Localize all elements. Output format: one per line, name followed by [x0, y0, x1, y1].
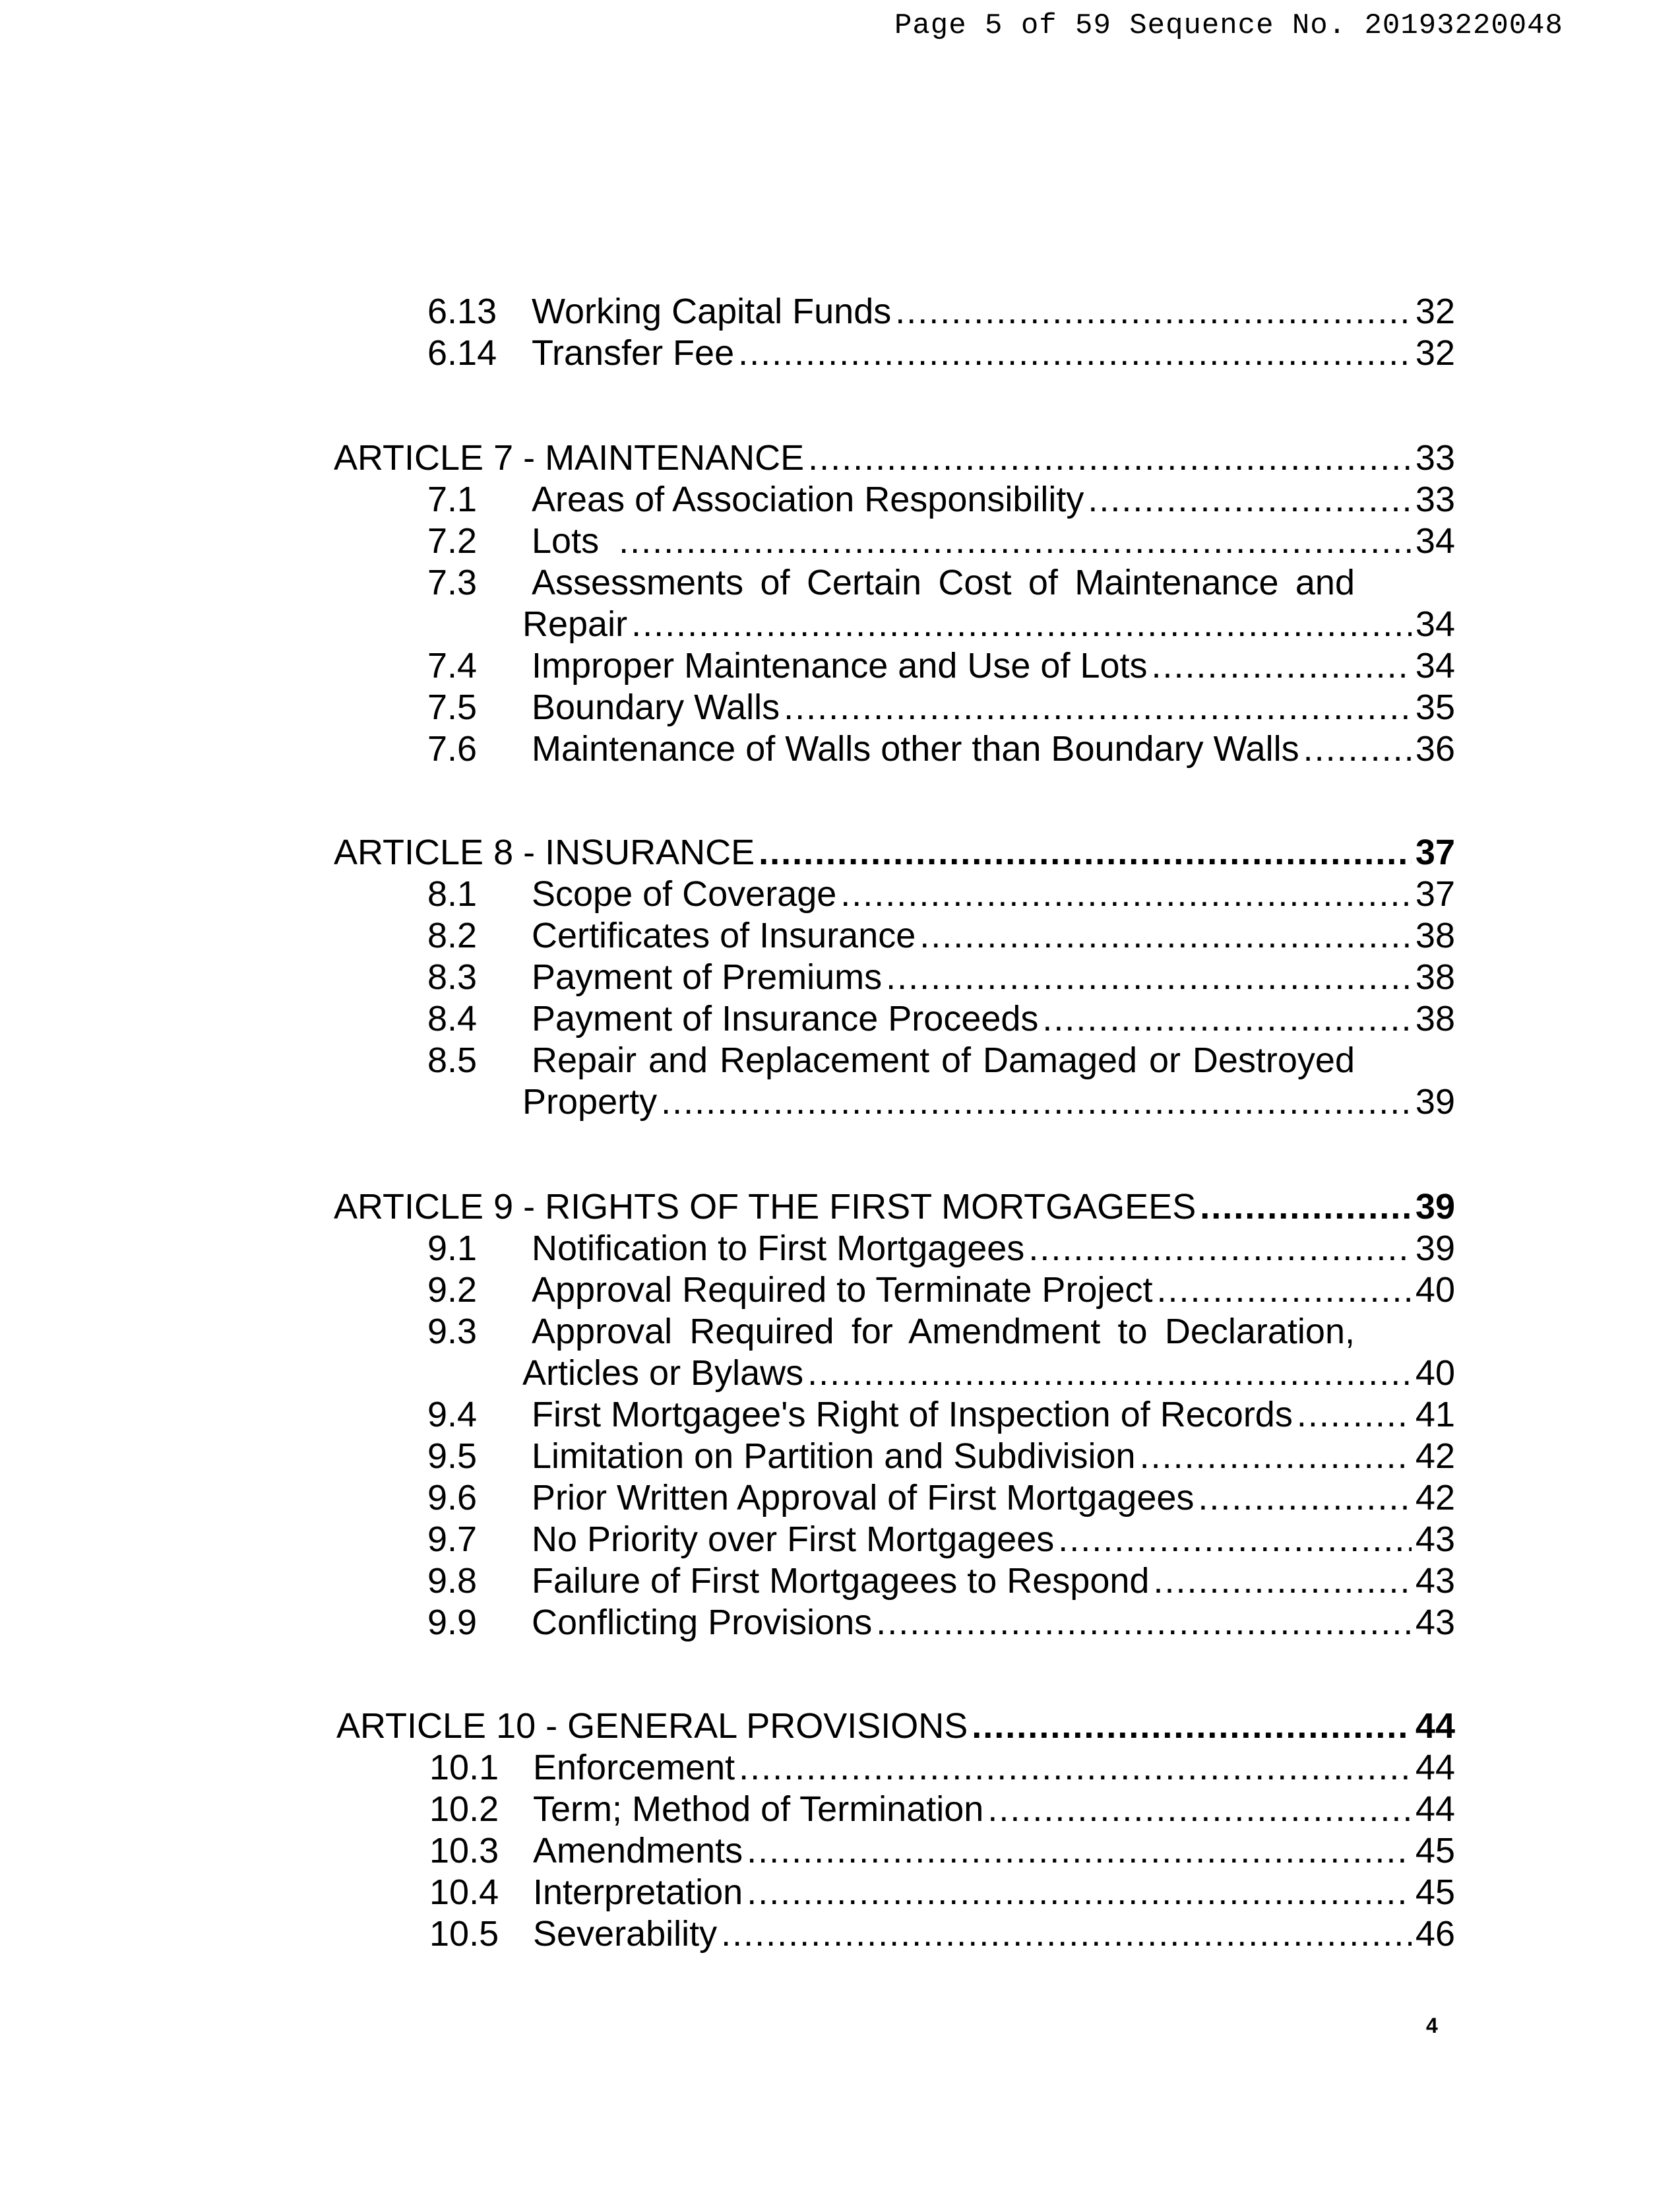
section-number: 7.4	[427, 646, 478, 686]
dot-leader	[619, 520, 1412, 562]
dot-leader	[747, 1871, 1412, 1913]
dot-leader	[886, 956, 1412, 998]
section-title: Maintenance of Walls other than Boundary Walls	[532, 729, 1299, 769]
page-ref: 37	[1415, 833, 1455, 872]
dot-leader	[1152, 645, 1412, 687]
toc-entry-9-3-continued	[0, 1352, 1680, 1394]
section-title: Approval Required to Terminate Project	[532, 1270, 1153, 1310]
page-ref: 44	[1415, 1789, 1455, 1829]
page-sequence-header: Page 5 of 59 Sequence No. 20193220048	[894, 9, 1563, 42]
dot-leader	[739, 1746, 1412, 1789]
page-ref: 34	[1415, 604, 1455, 644]
dot-leader	[1140, 1435, 1412, 1477]
toc-entry-8-4	[0, 998, 1680, 1040]
page-ref: 39	[1415, 1187, 1455, 1227]
dot-leader	[1153, 1560, 1411, 1602]
toc-entry-8-1	[0, 873, 1680, 915]
dot-leader	[1028, 1227, 1412, 1269]
dot-leader	[972, 1705, 1412, 1747]
toc-entry-10-3	[0, 1830, 1680, 1872]
section-number: 9.1	[427, 1228, 478, 1268]
dot-leader	[661, 1081, 1412, 1123]
dot-leader	[1198, 1477, 1412, 1519]
page-ref: 34	[1415, 521, 1455, 561]
dot-leader	[840, 873, 1412, 915]
toc-entry-8-5-continued	[0, 1081, 1680, 1123]
page-ref: 40	[1415, 1353, 1455, 1393]
section-number: 8.4	[427, 999, 478, 1038]
section-title: Amendments	[533, 1831, 743, 1870]
section-title-line-2: Articles or Bylaws	[522, 1353, 804, 1393]
section-title: Limitation on Partition and Subdivision	[532, 1436, 1136, 1476]
toc-article-8	[0, 831, 1680, 874]
toc-entry-6-13	[0, 290, 1680, 333]
toc-entry-9-9	[0, 1601, 1680, 1643]
section-number: 7.6	[427, 729, 478, 769]
section-title: Certificates of Insurance	[532, 916, 916, 955]
section-number: 9.3	[427, 1312, 478, 1351]
section-title: Conflicting Provisions	[532, 1603, 873, 1642]
section-title: Term; Method of Termination	[533, 1789, 984, 1829]
section-number: 10.3	[429, 1831, 499, 1870]
page-ref: 43	[1415, 1519, 1455, 1559]
section-number: 9.7	[427, 1519, 478, 1559]
section-title: First Mortgagee's Right of Inspection of Records	[532, 1395, 1293, 1434]
toc-entry-7-2	[0, 520, 1680, 562]
toc-article-10	[0, 1705, 1680, 1747]
page-ref: 41	[1415, 1395, 1455, 1434]
section-number: 7.3	[427, 563, 478, 602]
section-title: Failure of First Mortgagees to Respond	[532, 1561, 1150, 1601]
section-title-line-1: Assessments of Certain Cost of Maintenance and	[532, 563, 1355, 602]
page-ref: 45	[1415, 1872, 1455, 1912]
dot-leader	[1058, 1518, 1412, 1560]
toc-entry-10-1	[0, 1746, 1680, 1789]
page-ref: 36	[1415, 729, 1455, 769]
page-ref: 43	[1415, 1603, 1455, 1642]
toc-article-9	[0, 1186, 1680, 1228]
dot-leader	[759, 831, 1412, 874]
section-number: 9.4	[427, 1395, 478, 1434]
section-number: 9.8	[427, 1561, 478, 1601]
toc-entry-9-8	[0, 1560, 1680, 1602]
section-title: Improper Maintenance and Use of Lots	[532, 646, 1148, 686]
page-ref: 44	[1415, 1706, 1455, 1746]
section-title: Scope of Coverage	[532, 874, 837, 914]
toc-entry-9-7	[0, 1518, 1680, 1560]
section-title: Interpretation	[533, 1872, 743, 1912]
article-title: ARTICLE 7 - MAINTENANCE	[334, 438, 805, 478]
section-number: 7.2	[427, 521, 478, 561]
dot-leader	[876, 1601, 1412, 1643]
page-ref: 33	[1415, 480, 1455, 519]
article-title: ARTICLE 8 - INSURANCE	[334, 833, 755, 872]
page-ref: 40	[1415, 1270, 1455, 1310]
section-title: Prior Written Approval of First Mortgagees	[532, 1478, 1195, 1517]
page-ref: 33	[1415, 438, 1455, 478]
toc-entry-10-5	[0, 1913, 1680, 1955]
page-ref: 32	[1415, 292, 1455, 331]
dot-leader	[1042, 998, 1412, 1040]
page-ref: 42	[1415, 1436, 1455, 1476]
section-number: 9.2	[427, 1270, 478, 1310]
toc-entry-9-4	[0, 1393, 1680, 1436]
dot-leader	[987, 1788, 1412, 1830]
page-ref: 45	[1415, 1831, 1455, 1870]
toc-entry-7-5	[0, 686, 1680, 728]
section-title-line-1: Repair and Replacement of Damaged or Destroyed	[532, 1040, 1355, 1080]
page-ref: 39	[1415, 1082, 1455, 1122]
article-title: ARTICLE 9 - RIGHTS OF THE FIRST MORTGAGEES	[334, 1187, 1197, 1227]
section-number: 9.9	[427, 1603, 478, 1642]
dot-leader	[1157, 1269, 1412, 1311]
section-number: 9.5	[427, 1436, 478, 1476]
toc-entry-9-3	[0, 1310, 1680, 1353]
page-ref: 42	[1415, 1478, 1455, 1517]
section-title-line-1: Approval Required for Amendment to Declaration,	[532, 1312, 1355, 1351]
page-ref: 32	[1415, 333, 1455, 373]
section-title: Enforcement	[533, 1748, 735, 1787]
dot-leader	[808, 437, 1412, 479]
page-ref: 43	[1415, 1561, 1455, 1601]
section-title: Boundary Walls	[532, 687, 780, 727]
section-number: 8.5	[427, 1040, 478, 1080]
section-title: Lots	[532, 521, 600, 561]
dot-leader	[919, 914, 1412, 957]
dot-leader	[747, 1830, 1412, 1872]
page-ref: 44	[1415, 1748, 1455, 1787]
toc-entry-8-2	[0, 914, 1680, 957]
article-title: ARTICLE 10 - GENERAL PROVISIONS	[336, 1706, 968, 1746]
toc-entry-9-2	[0, 1269, 1680, 1311]
section-number: 6.13	[427, 292, 497, 331]
dot-leader	[721, 1913, 1412, 1955]
section-number: 7.5	[427, 687, 478, 727]
section-title: Areas of Association Responsibility	[532, 480, 1084, 519]
section-number: 8.1	[427, 874, 478, 914]
dot-leader	[1297, 1393, 1412, 1436]
page-ref: 38	[1415, 916, 1455, 955]
section-title: Notification to First Mortgagees	[532, 1228, 1025, 1268]
section-number: 8.3	[427, 957, 478, 997]
section-number: 9.6	[427, 1478, 478, 1517]
dot-leader	[1200, 1186, 1412, 1228]
section-title: Payment of Premiums	[532, 957, 883, 997]
dot-leader	[1303, 728, 1412, 770]
section-title-line-2: Property	[522, 1082, 658, 1122]
dot-leader	[784, 686, 1412, 728]
toc-entry-7-4	[0, 645, 1680, 687]
section-title: No Priority over First Mortgagees	[532, 1519, 1055, 1559]
dot-leader	[738, 332, 1412, 374]
section-title: Severability	[533, 1914, 718, 1954]
section-number: 10.2	[429, 1789, 499, 1829]
page-ref: 35	[1415, 687, 1455, 727]
toc-entry-7-3	[0, 561, 1680, 604]
page-ref: 34	[1415, 646, 1455, 686]
section-title: Transfer Fee	[532, 333, 735, 373]
page-number-footer: 4	[1426, 2014, 1438, 2037]
toc-entry-9-5	[0, 1435, 1680, 1477]
section-title: Payment of Insurance Proceeds	[532, 999, 1039, 1038]
section-number: 10.1	[429, 1748, 499, 1787]
toc-entry-7-6	[0, 728, 1680, 770]
section-title: Working Capital Funds	[532, 292, 892, 331]
toc-entry-9-6	[0, 1477, 1680, 1519]
section-number: 10.5	[429, 1914, 499, 1954]
toc-entry-10-2	[0, 1788, 1680, 1830]
page-ref: 37	[1415, 874, 1455, 914]
toc-entry-10-4	[0, 1871, 1680, 1913]
page-ref: 39	[1415, 1228, 1455, 1268]
section-number: 7.1	[427, 480, 478, 519]
dot-leader	[1088, 478, 1412, 521]
page-ref: 46	[1415, 1914, 1455, 1954]
dot-leader	[895, 290, 1412, 333]
page-ref: 38	[1415, 999, 1455, 1038]
toc-entry-7-1	[0, 478, 1680, 521]
toc-entry-6-14	[0, 332, 1680, 374]
toc-entry-8-3	[0, 956, 1680, 998]
section-number: 6.14	[427, 333, 497, 373]
toc-article-7	[0, 437, 1680, 479]
toc-entry-8-5	[0, 1039, 1680, 1081]
dot-leader	[631, 603, 1412, 645]
dot-leader	[807, 1352, 1412, 1394]
page-ref: 38	[1415, 957, 1455, 997]
section-number: 10.4	[429, 1872, 499, 1912]
toc-entry-7-3-continued	[0, 603, 1680, 645]
section-number: 8.2	[427, 916, 478, 955]
toc-entry-9-1	[0, 1227, 1680, 1269]
section-title-line-2: Repair	[522, 604, 628, 644]
